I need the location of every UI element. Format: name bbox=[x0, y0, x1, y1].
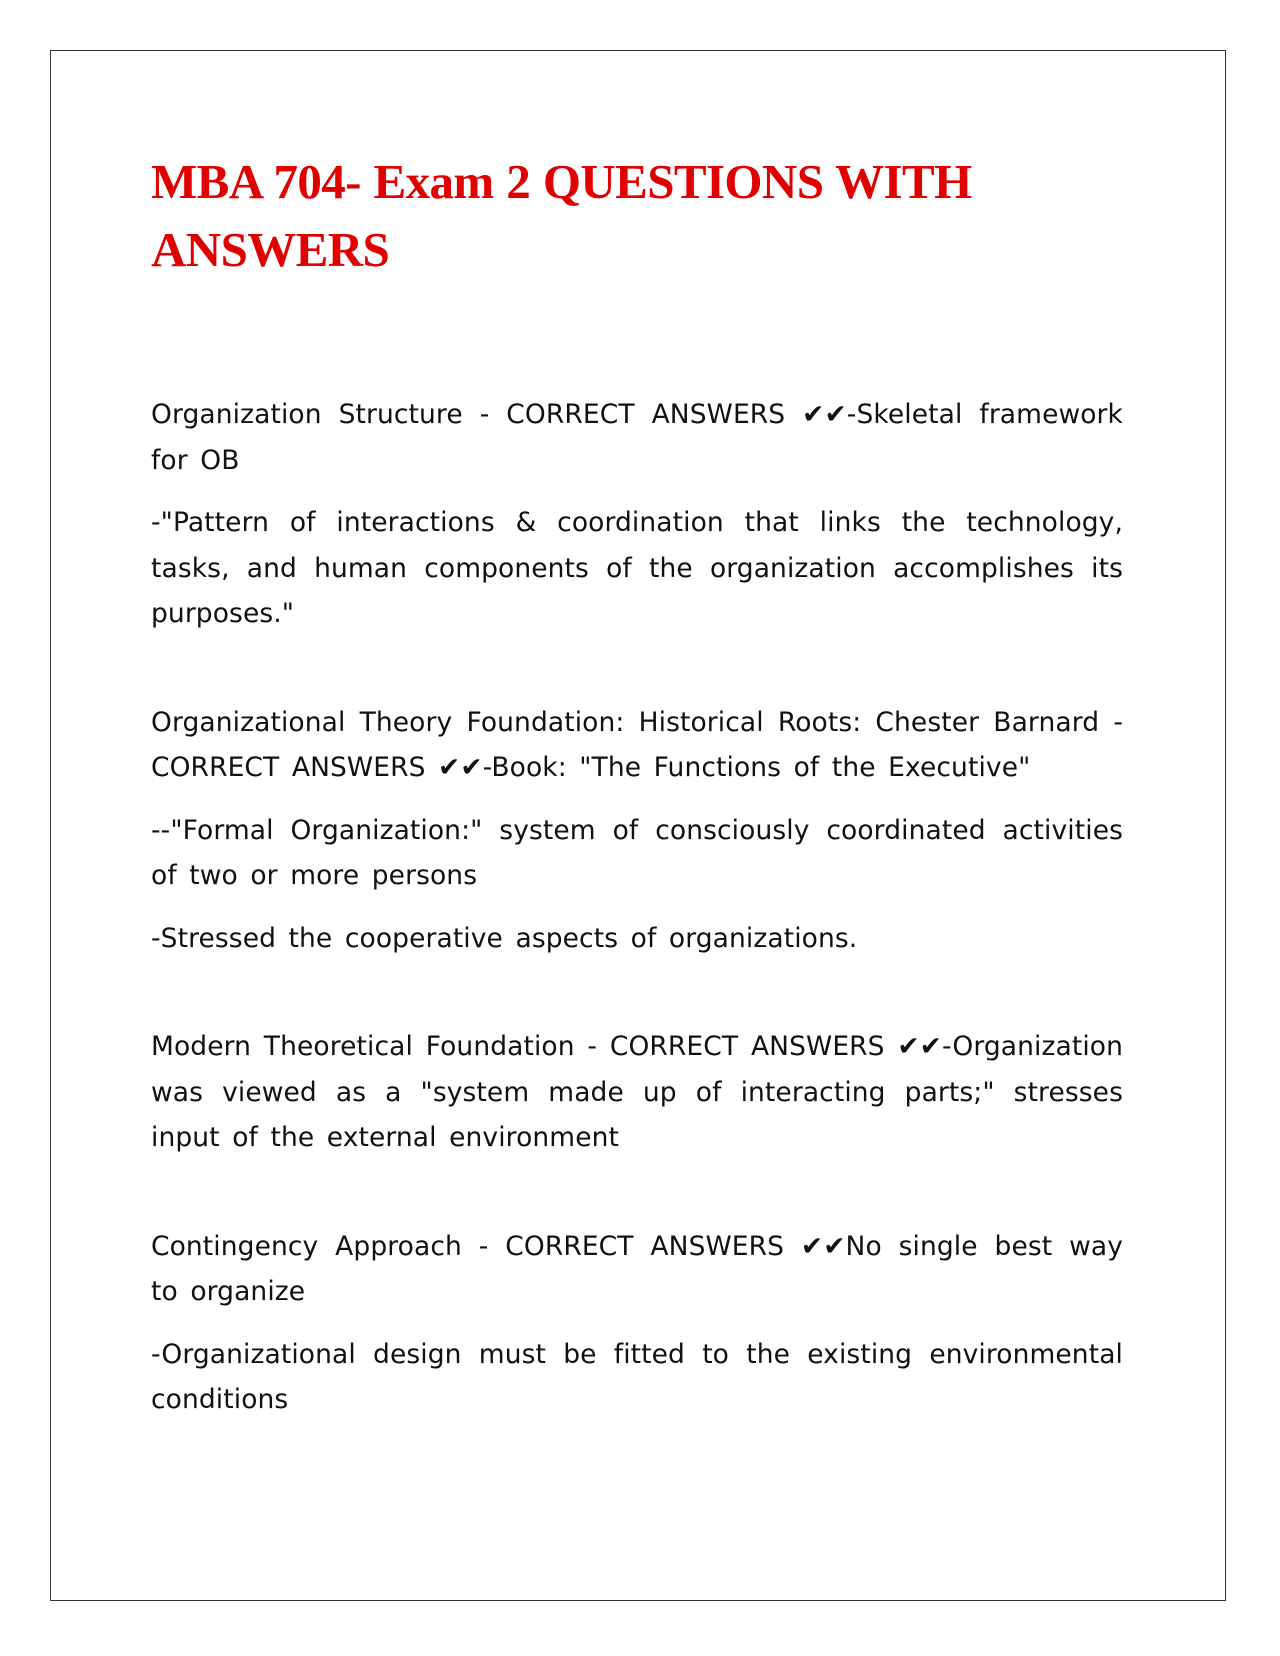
qa-paragraph: -"Pattern of interactions & coordination that links the technology, tasks, and human components of the organization accomplishes its purposes." bbox=[151, 507, 1123, 629]
document-title: MBA 704- Exam 2 QUESTIONS WITH ANSWERS bbox=[151, 154, 972, 277]
qa-entry-contingency-approach bbox=[151, 1224, 1123, 1423]
qa-paragraph: Organization Structure - CORRECT ANSWERS ✔✔-Skeletal framework for OB bbox=[151, 399, 1123, 476]
qa-paragraph: Modern Theoretical Foundation - CORRECT ANSWERS ✔✔-Organization was viewed as a "system made up of interacting parts;" stresses input of the external environment bbox=[151, 1031, 1123, 1153]
qa-entry-modern-theoretical-foundation bbox=[151, 1024, 1123, 1161]
qa-list bbox=[151, 392, 1123, 1423]
qa-paragraph: --"Formal Organization:" system of consciously coordinated activities of two or more persons bbox=[151, 814, 1123, 891]
qa-paragraph: -Organizational design must be fitted to the existing environmental conditions bbox=[151, 1338, 1123, 1415]
qa-paragraph: Organizational Theory Foundation: Historical Roots: Chester Barnard - CORRECT ANSWERS ✔✔-Book: "The Functions of the Executive" bbox=[151, 706, 1123, 783]
document-body bbox=[151, 148, 1123, 1486]
qa-paragraph: Contingency Approach - CORRECT ANSWERS ✔✔No single best way to organize bbox=[151, 1230, 1123, 1307]
qa-entry-organization-structure bbox=[151, 392, 1123, 637]
qa-entry-organizational-theory-foundation bbox=[151, 700, 1123, 962]
qa-paragraph: -Stressed the cooperative aspects of organizations. bbox=[151, 922, 858, 954]
